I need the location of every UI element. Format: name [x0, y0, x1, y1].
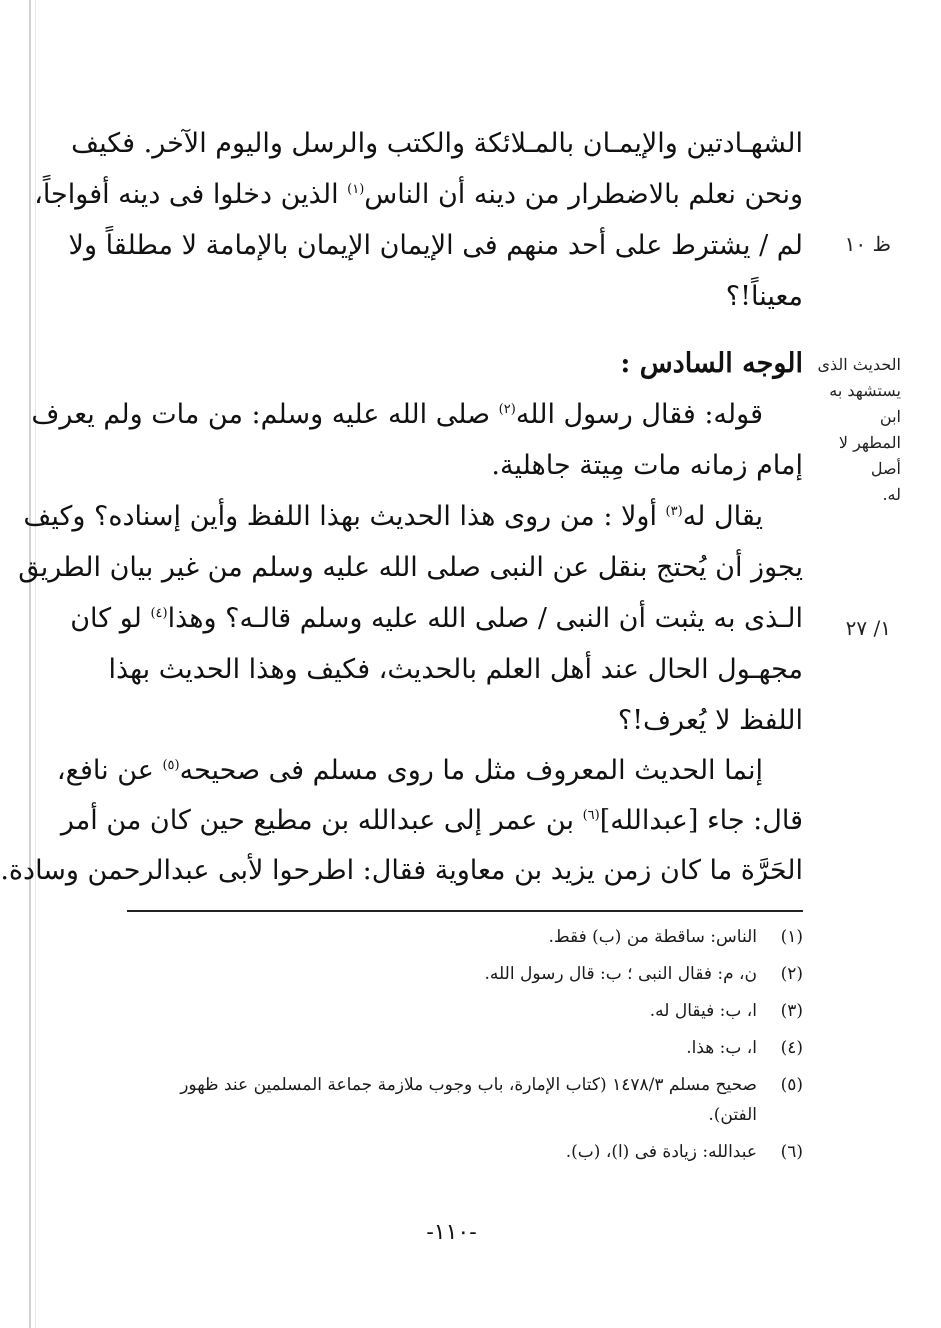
text-segment: أولا : من روى هذا الحديث بهذا اللفظ وأين إسناده؟ وكيف — [23, 501, 666, 532]
footnote-marker[interactable]: (٦) — [582, 808, 600, 823]
text-line: يجوز أن يُحتج بنقل عن النبى صلى الله عليه وسلم من غير بيان الطريق — [18, 552, 803, 583]
footnote-text: ا، ب: هذا. — [686, 1038, 757, 1058]
footnote-marker[interactable]: (٤) — [150, 606, 168, 621]
footnote-text-block — [113, 1070, 757, 1130]
footnote-item — [113, 959, 803, 989]
margin-note-line: الحديث الذى — [817, 355, 901, 374]
text-line: لم / يشترط على أحد منهم فى الإيمان الإيمان بالإمامة لا مطلقاً ولا — [68, 230, 803, 261]
footnote-item — [113, 1137, 803, 1167]
footnote-number: (٦) — [780, 1142, 803, 1162]
footnote-item — [113, 996, 803, 1026]
text-segment: قوله: فقال رسول الله — [515, 399, 763, 430]
margin-note-line: يستشهد به ابن — [829, 381, 901, 426]
footnote-text: عبدالله: زيادة فى (ا)، (ب). — [565, 1142, 757, 1162]
text-line: الشهـادتين والإيمـان بالمـلائكة والكتب والرسل واليوم الآخر. فكيف — [71, 128, 803, 159]
footnote-text: الناس: ساقطة من (ب) فقط. — [548, 927, 757, 947]
paragraph-4 — [0, 746, 803, 896]
text-line — [56, 746, 803, 796]
text-segment: ونحن نعلم بالاضطرار من دينه أن الناس — [364, 179, 803, 210]
footnote-number: (٢) — [780, 964, 803, 984]
footnote-marker[interactable]: (٢) — [498, 402, 516, 417]
text-segment: لو كان — [70, 603, 151, 634]
text-segment: صلى الله عليه وسلم: من مات ولم يعرف — [31, 399, 499, 430]
text-line — [34, 169, 803, 220]
text-segment: قال: جاء [عبدالله] — [599, 805, 803, 836]
margin-folio-reference: ظ ١٠ — [844, 232, 891, 256]
text-segment: عن نافع، — [56, 755, 163, 786]
paragraph-gap — [113, 322, 803, 338]
margin-volume-reference: ١/ ٢٧ — [845, 616, 891, 640]
footnotes — [113, 922, 803, 1174]
text-line — [70, 593, 803, 644]
text-line: مجهـول الحال عند أهل العلم بالحديث، فكيف وهذا الحديث بهذا — [108, 654, 803, 685]
paragraph-3 — [18, 491, 803, 746]
footnote-marker[interactable]: (٣) — [665, 504, 683, 519]
paragraph-2 — [31, 389, 803, 491]
text-line — [23, 491, 803, 542]
footnote-text: ا، ب: فيقال له. — [649, 1001, 757, 1021]
text-line: معيناً!؟ — [725, 281, 803, 312]
footnote-separator — [127, 910, 803, 912]
text-line: اللفظ لا يُعرف!؟ — [617, 705, 803, 736]
page-number: -١١٠- — [426, 1220, 477, 1245]
footnote-number: (٥) — [780, 1075, 803, 1095]
footnote-number: (٣) — [780, 1001, 803, 1021]
footnote-item — [113, 922, 803, 952]
footnote-number: (١) — [780, 927, 803, 947]
text-line: إمام زمانه مات مِيتة جاهلية. — [491, 450, 803, 481]
footnote-text: ن، م: فقال النبى ؛ ب: قال رسول الله. — [484, 964, 757, 984]
margin-note — [809, 352, 901, 508]
text-segment: يقال له — [682, 501, 763, 532]
text-segment: الذين دخلوا فى دينه أفواجاً، — [34, 179, 348, 210]
text-line — [60, 796, 803, 846]
text-segment: الـذى به يثبت أن النبى / صلى الله عليه وسلم قالـه؟ وهذا — [167, 603, 803, 634]
footnote-text-continuation: الفتن). — [708, 1105, 757, 1125]
footnote-text: صحيح مسلم ١٤٧٨/٣ (كتاب الإمارة، باب وجوب ملازمة جماعة المسلمين عند ظهور — [180, 1075, 757, 1095]
text-segment: بن عمر إلى عبدالله بن مطيع حين كان من أمر — [60, 805, 583, 836]
footnote-item — [113, 1033, 803, 1063]
paragraph-1 — [34, 118, 803, 322]
footnote-marker[interactable]: (١) — [347, 182, 365, 197]
margin-note-line: له. — [882, 485, 901, 504]
footnote-item — [113, 1070, 803, 1130]
footnote-number: (٤) — [780, 1038, 803, 1058]
margin-note-line: المطهر لا أصل — [838, 433, 901, 478]
text-line — [31, 389, 803, 440]
text-segment: إنما الحديث المعروف مثل ما روى مسلم فى صحيحه — [179, 755, 763, 786]
text-line: الحَرَّة ما كان زمن يزيد بن معاوية فقال: اطرحوا لأبى عبدالرحمن وسادة. — [0, 855, 803, 886]
main-text — [0, 118, 803, 896]
section-heading: الوجه السادس : — [620, 348, 803, 379]
footnote-marker[interactable]: (٥) — [162, 758, 180, 773]
